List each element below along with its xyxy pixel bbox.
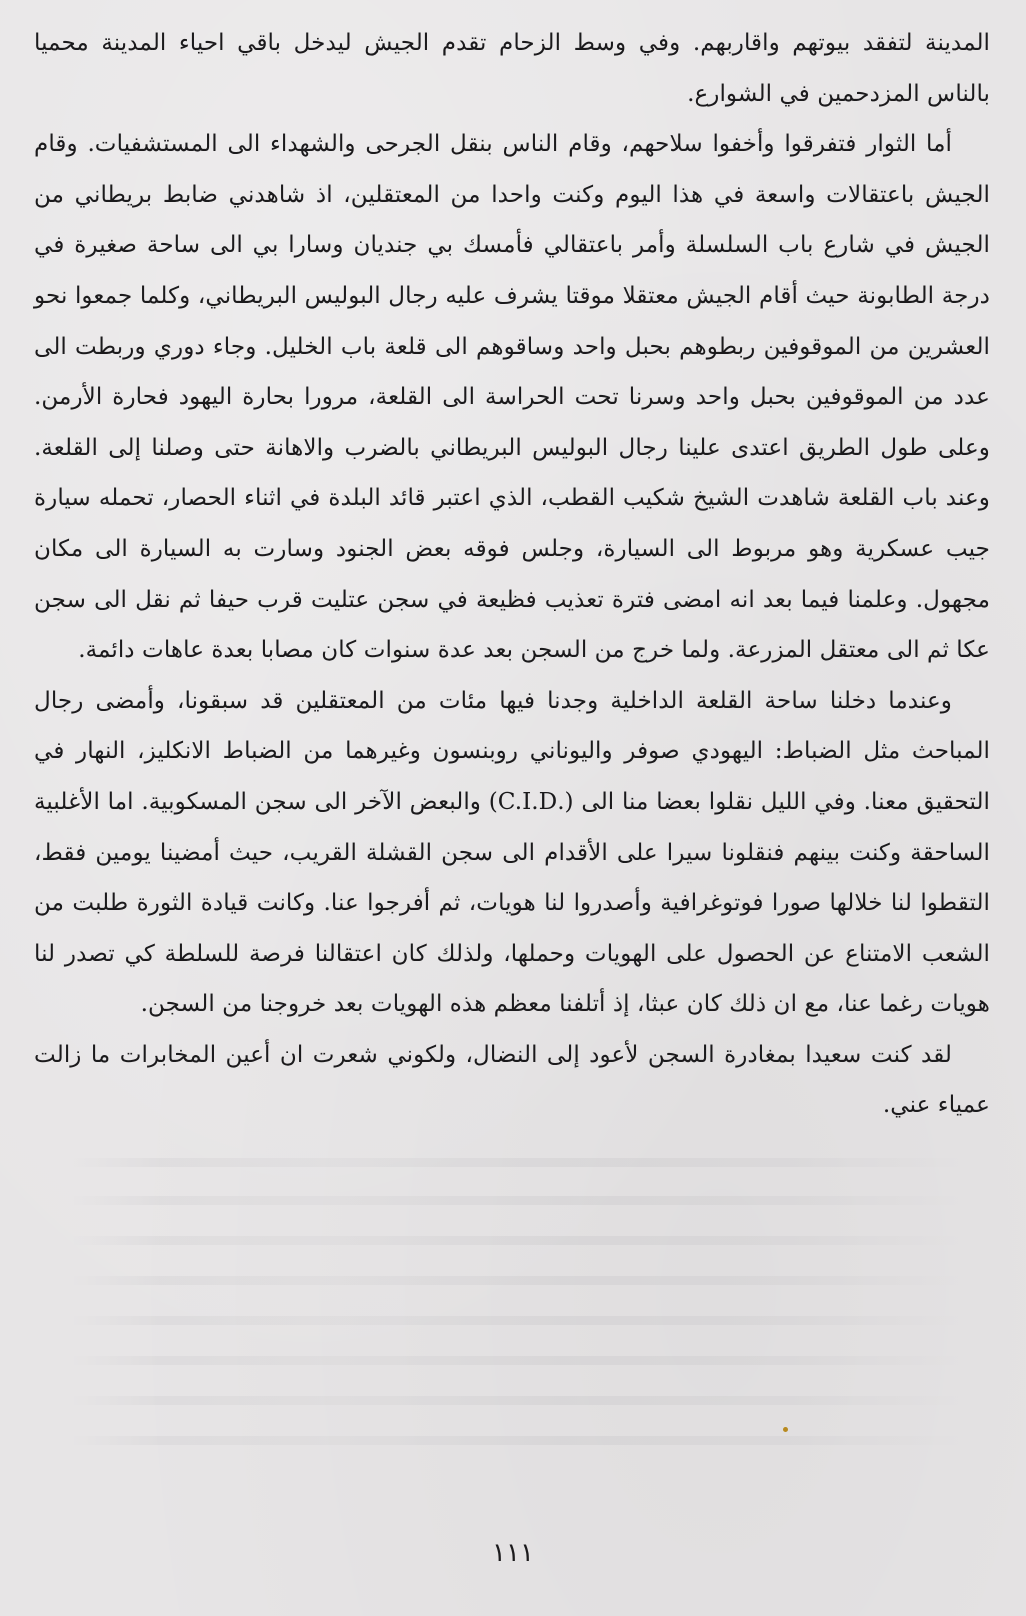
bleed-through-line <box>70 1436 966 1445</box>
paragraph-4: لقد كنت سعيدا بمغادرة السجن لأعود إلى النضال، ولكوني شعرت ان أعين المخابرات ما زالت عمياء عني. <box>34 1040 990 1119</box>
bleed-through-line <box>70 1196 966 1205</box>
bleed-through-line <box>70 1236 966 1245</box>
paragraph-2: أما الثوار فتفرقوا وأخفوا سلاحهم، وقام الناس بنقل الجرحى والشهداء الى المستشفيات. وقام الجيش باعتقالات واسعة في هذا اليوم وكنت واحدا من المعتقلين، اذ شاهدني ضابط بريطاني من الجيش في شارع باب السلسلة وأمر باعتقالي فأمسك بي جنديان وسارا بي الى ساحة صغيرة في درجة الطابونة حيث أقام الجيش معتقلا موقتا يشرف عليه رجال البوليس البريطاني، وكلما جمعوا نحو العشرين من الموقوفين ربطوهم بحبل واحد وساقوهم الى قلعة باب الخليل. وجاء دوري وربطت الى عدد من الموقوفين بحبل واحد وسرنا تحت الحراسة الى القلعة، مرورا بحارة اليهود فحارة الأرمن. وعلى طول الطريق اعتدى علينا رجال البوليس البريطاني بالضرب والاهانة حتى وصلنا إلى القلعة. وعند باب القلعة شاهدت الشيخ شكيب القطب، الذي اعتبر قائد البلدة في اثناء الحصار، تحمله سيارة جيب عسكرية وهو مربوط الى السيارة، وجلس فوقه بعض الجنود وسارت به السيارة الى مكان مجهول. وعلمنا فيما بعد انه امضى فترة تعذيب فظيعة في سجن عتليت قرب حيفا ثم نقل الى سجن عكا ثم الى معتقل المزرعة. ولما خرج من السجن بعد عدة سنوات كان مصابا بعدة عاهات دائمة. <box>34 130 990 664</box>
paragraph-1: المدينة لتفقد بيوتهم واقاربهم. وفي وسط الزحام تقدم الجيش ليدخل باقي احياء المدينة محميا بالناس المزدحمين في الشوارع. <box>34 29 990 107</box>
paragraph-3: وعندما دخلنا ساحة القلعة الداخلية وجدنا فيها مئات من المعتقلين قد سبقونا، وأمضى رجال المباحث مثل الضباط: اليهودي صوفر واليوناني روبنسون وغيرهما من الضباط الانكليز، النهار في التحقيق معنا. وفي الليل نقلوا بعضا منا الى (.C.I.D) والبعض الآخر الى سجن المسكوبية. اما الأغلبية الساحقة وكنت بينهم فنقلونا سيرا على الأقدام الى سجن القشلة القريب، حيث أمضينا يومين فقط، التقطوا لنا خلالها صورا فوتوغرافية وأصدروا لنا هويات، ثم أفرجوا عنا. وكانت قيادة الثورة طلبت من الشعب الامتناع عن الحصول على الهويات وحملها، ولذلك كان اعتقالنا فرصة للسلطة كي تصدر لنا هويات رغما عنا، مع ان ذلك كان عبثا، إذ أتلفنا معظم هذه الهويات بعد خروجنا من السجن. <box>34 686 990 1018</box>
bleed-through-line <box>70 1276 966 1285</box>
bleed-through-line <box>70 1158 966 1167</box>
bleed-through-line <box>70 1316 966 1325</box>
body-text <box>34 18 990 1131</box>
bleed-through-line <box>70 1356 966 1365</box>
page-number: ١١١ <box>492 1538 534 1568</box>
bleed-through-line <box>70 1396 966 1405</box>
ink-speck <box>783 1427 788 1432</box>
